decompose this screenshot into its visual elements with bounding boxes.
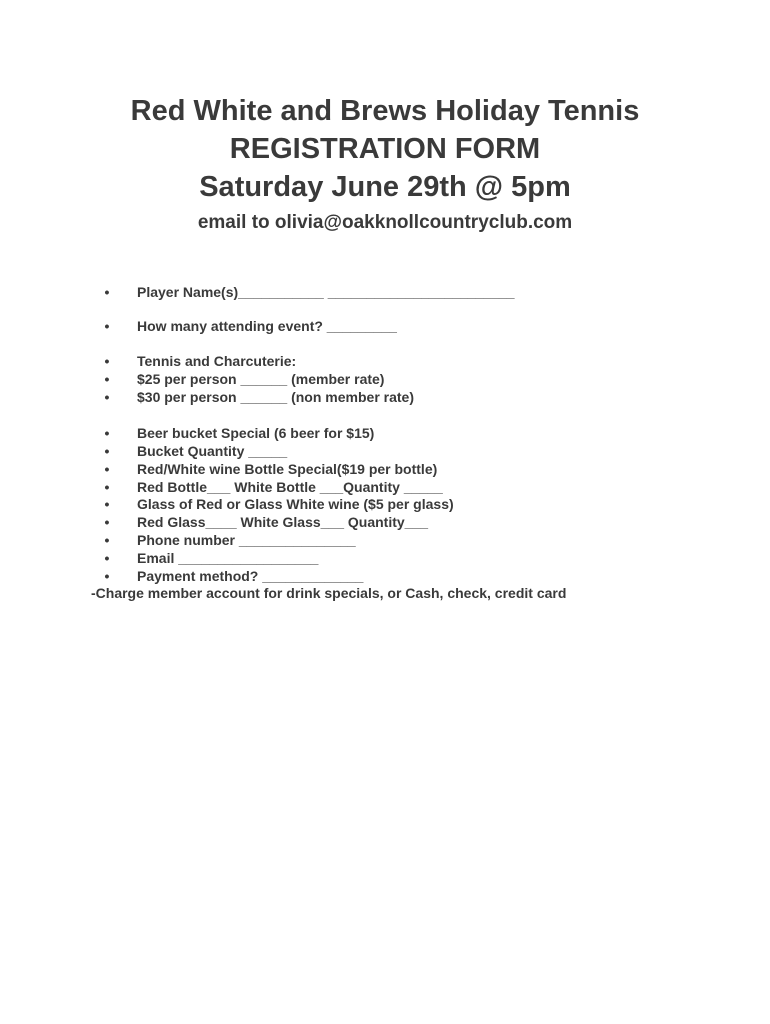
- bullet-icon: •: [104, 532, 110, 548]
- bullet-icon: •: [104, 353, 110, 369]
- payment-note: -Charge member account for drink specials, or Cash, check, credit card: [91, 585, 567, 601]
- bullet-icon: •: [104, 371, 110, 387]
- email-instruction: email to olivia@oakknollcountryclub.com: [197, 212, 573, 233]
- list-item-attending: [0, 317, 770, 335]
- list-item-email: [0, 549, 770, 567]
- bullet-icon: •: [104, 461, 110, 477]
- bullet-icon: •: [104, 284, 110, 300]
- bucket-quantity-field: Bucket Quantity _____: [137, 443, 288, 459]
- list-item-bottle-quantities: [0, 478, 770, 496]
- glass-quantities-field: Red Glass____ White Glass___ Quantity___: [137, 514, 429, 530]
- list-item-glass-special: [0, 495, 770, 513]
- form-title: REGISTRATION FORM: [229, 133, 541, 165]
- list-item-tennis-charcuterie: [0, 352, 770, 370]
- form-header: [0, 92, 770, 237]
- phone-field: Phone number _______________: [137, 532, 356, 548]
- list-item-member-rate: [0, 370, 770, 388]
- list-item-phone: [0, 531, 770, 549]
- bullet-icon: •: [104, 568, 110, 584]
- list-item-glass-quantities: [0, 513, 770, 531]
- list-item-non-member-rate: [0, 388, 770, 406]
- list-item-wine-bottle-special: [0, 460, 770, 478]
- bullet-icon: •: [104, 514, 110, 530]
- bullet-icon: •: [104, 389, 110, 405]
- bullet-icon: •: [104, 318, 110, 334]
- list-item-bucket-quantity: [0, 442, 770, 460]
- event-date: Saturday June 29th @ 5pm: [199, 171, 571, 203]
- bottle-quantities-field: Red Bottle___ White Bottle ___Quantity _____: [137, 479, 443, 495]
- payment-method-field: Payment method? _____________: [137, 568, 364, 584]
- bullet-icon: •: [104, 425, 110, 441]
- event-title: Red White and Brews Holiday Tennis: [130, 95, 640, 127]
- bullet-icon: •: [104, 443, 110, 459]
- tennis-charcuterie-label: Tennis and Charcuterie:: [137, 353, 297, 369]
- email-field: Email __________________: [137, 550, 319, 566]
- non-member-rate-field: $30 per person ______ (non member rate): [137, 389, 415, 405]
- bullet-icon: •: [104, 479, 110, 495]
- bullet-icon: •: [104, 496, 110, 512]
- bullet-icon: •: [104, 550, 110, 566]
- player-names-field: Player Name(s)___________ ________________________: [137, 284, 515, 300]
- member-rate-field: $25 per person ______ (member rate): [137, 371, 385, 387]
- wine-bottle-special-label: Red/White wine Bottle Special($19 per bottle): [137, 461, 438, 477]
- list-item-beer-bucket: [0, 424, 770, 442]
- beer-bucket-label: Beer bucket Special (6 beer for $15): [137, 425, 375, 441]
- list-item-player-names: [0, 283, 770, 301]
- attending-field: How many attending event? _________: [137, 318, 397, 334]
- glass-special-label: Glass of Red or Glass White wine ($5 per glass): [137, 496, 454, 512]
- list-item-payment: [0, 567, 770, 585]
